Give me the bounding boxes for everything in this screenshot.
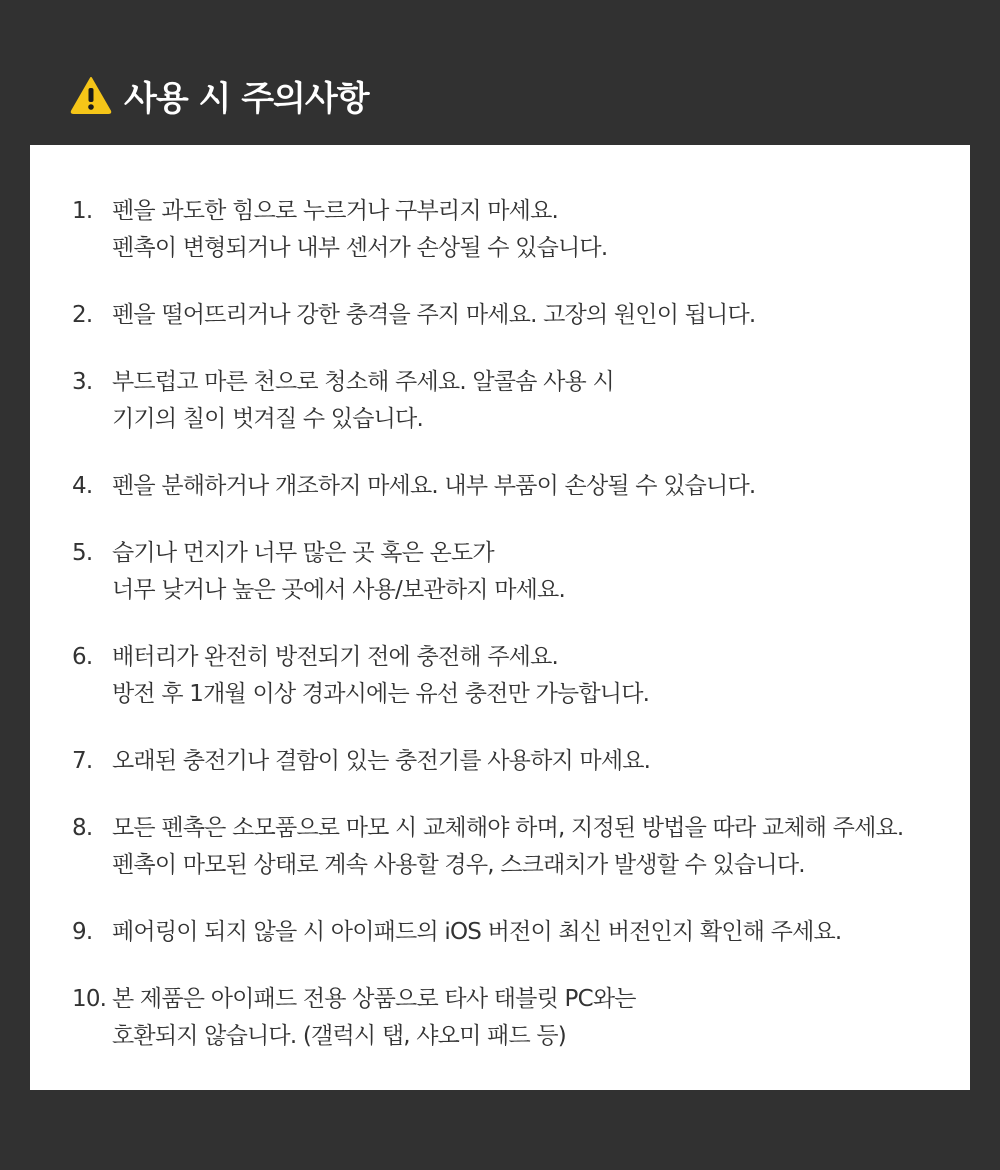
item-number: 3.	[72, 369, 93, 395]
list-item	[72, 364, 952, 438]
page-header	[70, 70, 369, 120]
item-text-line: 기기의 칠이 벗겨질 수 있습니다.	[112, 406, 423, 432]
item-text-line: 본 제품은 아이패드 전용 상품으로 타사 태블릿 PC와는	[112, 986, 636, 1012]
list-item	[72, 639, 952, 713]
item-number: 10.	[72, 986, 107, 1012]
notice-panel	[30, 145, 970, 1090]
item-text-line: 부드럽고 마른 천으로 청소해 주세요. 알콜솜 사용 시	[112, 369, 614, 395]
item-text-line: 펜을 과도한 힘으로 누르거나 구부리지 마세요.	[112, 198, 559, 224]
warning-icon	[70, 76, 112, 114]
item-number: 8.	[72, 815, 93, 841]
list-item	[72, 914, 952, 951]
item-text-line: 오래된 충전기나 결함이 있는 충전기를 사용하지 마세요.	[112, 748, 651, 774]
item-text	[112, 639, 952, 713]
item-text	[112, 914, 952, 951]
item-number: 6.	[72, 644, 93, 670]
item-number: 2.	[72, 302, 93, 328]
list-item	[72, 535, 952, 609]
item-number: 5.	[72, 540, 93, 566]
precautions-list	[72, 193, 952, 1085]
item-text	[112, 810, 952, 884]
item-text-line: 펜을 분해하거나 개조하지 마세요. 내부 부품이 손상될 수 있습니다.	[112, 473, 756, 499]
item-text	[112, 468, 952, 505]
item-text	[112, 535, 952, 609]
page-title: 사용 시 주의사항	[124, 78, 369, 119]
list-item	[72, 981, 952, 1055]
item-text	[112, 297, 952, 334]
item-text-line: 페어링이 되지 않을 시 아이패드의 iOS 버전이 최신 버전인지 확인해 주세요.	[112, 919, 842, 945]
item-text-line: 배터리가 완전히 방전되기 전에 충전해 주세요.	[112, 644, 559, 670]
item-text-line: 습기나 먼지가 너무 많은 곳 혹은 온도가	[112, 540, 494, 566]
item-number: 7.	[72, 748, 93, 774]
item-text-line: 펜촉이 변형되거나 내부 센서가 손상될 수 있습니다.	[112, 235, 608, 261]
item-text-line: 모든 펜촉은 소모품으로 마모 시 교체해야 하며, 지정된 방법을 따라 교체해 주세요.	[112, 815, 904, 841]
item-text-line: 너무 낮거나 높은 곳에서 사용/보관하지 마세요.	[112, 577, 565, 603]
list-item	[72, 810, 952, 884]
item-text	[112, 364, 952, 438]
item-text-line: 펜촉이 마모된 상태로 계속 사용할 경우, 스크래치가 발생할 수 있습니다.	[112, 852, 805, 878]
item-text-line: 펜을 떨어뜨리거나 강한 충격을 주지 마세요. 고장의 원인이 됩니다.	[112, 302, 756, 328]
list-item	[72, 193, 952, 267]
item-text	[112, 981, 952, 1055]
item-number: 4.	[72, 473, 93, 499]
list-item	[72, 743, 952, 780]
item-text-line: 호환되지 않습니다. (갤럭시 탭, 샤오미 패드 등)	[112, 1023, 566, 1049]
item-text	[112, 743, 952, 780]
list-item	[72, 468, 952, 505]
item-text	[112, 193, 952, 267]
item-text-line: 방전 후 1개월 이상 경과시에는 유선 충전만 가능합니다.	[112, 681, 650, 707]
item-number: 9.	[72, 919, 93, 945]
item-number: 1.	[72, 198, 93, 224]
list-item	[72, 297, 952, 334]
